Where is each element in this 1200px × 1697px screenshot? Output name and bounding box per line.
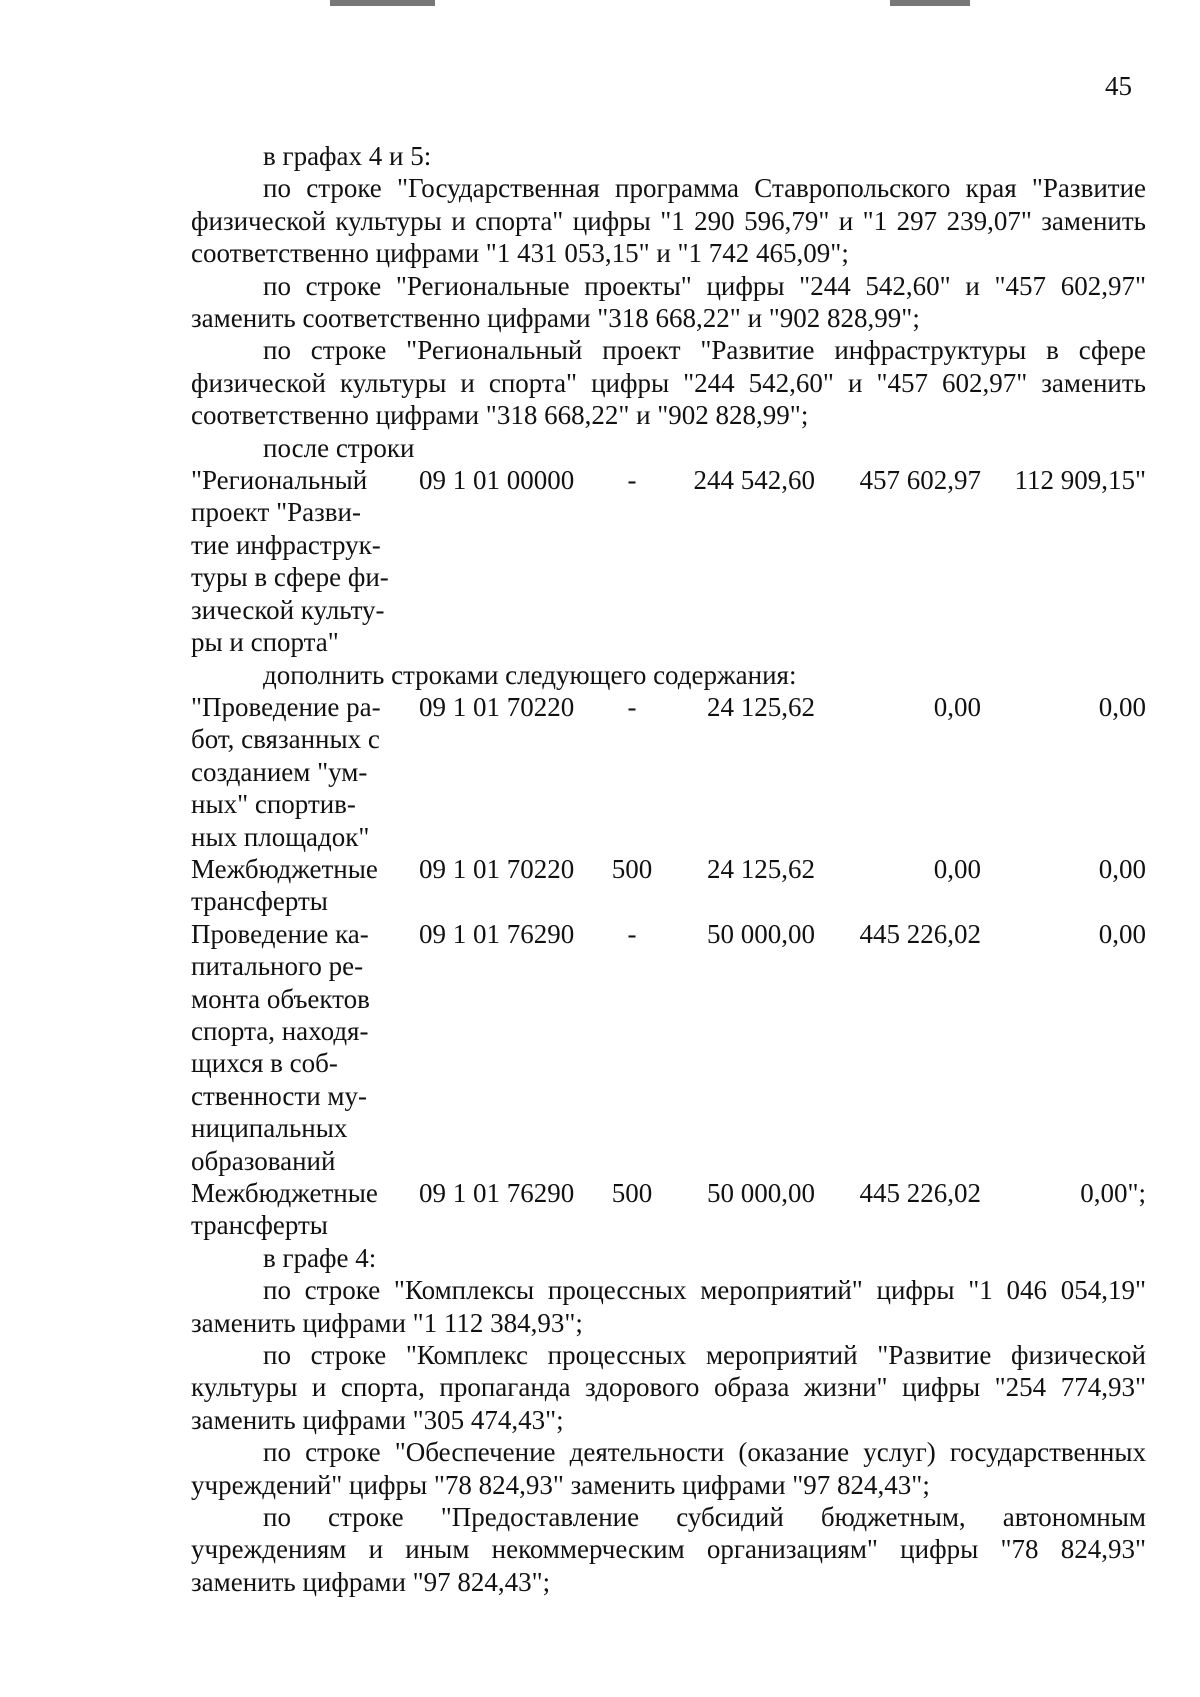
graph4-heading: в графе 4: (263, 1242, 377, 1273)
paragraph: по строке "Комплекс процессных мероприятий "Развитие физической культуры и спорта, пропаганда здорового образа жизни" цифры "254 774,93" заменить цифрами "305 474,43"; (191, 1340, 1146, 1435)
row-value-3: 0,00"; (1080, 1178, 1146, 1208)
paragraph: по строке "Предоставление субсидий бюджетным, автономным учреждениям и иным некоммерческим организациям" цифры "78 824,93" заменить цифрами "97 824,43"; (191, 1502, 1146, 1597)
row-name: Межбюджетные трансферты (191, 853, 378, 917)
row-code: 09 1 01 70220 (419, 853, 575, 884)
row-code: 09 1 01 00000 (419, 465, 575, 496)
table-row (191, 853, 1146, 918)
row-code: 09 1 01 76290 (419, 1178, 575, 1208)
row-name: "Проведение ра- бот, связанных с созданием "ум- ных" спортив- ных площадок" (191, 691, 381, 852)
page-number: 45 (1105, 71, 1132, 101)
row-value-1: 24 125,62 (707, 691, 815, 722)
after-row-heading: после строки (263, 432, 415, 463)
paragraph: по строке "Государственная программа Ставропольского края "Развитие физической культуры и спорта" цифры "1 290 596,79" и "1 297 239,07" заменить соответственно цифрами "1 431 053,15" и "1 742 465,09"; (191, 173, 1146, 269)
row-value-3: 112 909,15" (1014, 465, 1146, 496)
table-row (191, 1177, 1146, 1242)
paragraph: по строке "Региональный проект "Развитие инфраструктуры в сфере физической культуры и спорта" цифры "244 542,60" и "457 602,97" заменить соответственно цифрами "318 668,22" и "902 828,99"; (191, 335, 1146, 431)
row-name: Межбюджетные трансферты (191, 1178, 378, 1241)
table-row (191, 691, 1146, 853)
row-name: Проведение ка- питального ре- монта объектов спорта, находя- щихся в соб- ственности му- ниципальных образований (191, 918, 370, 1176)
row-value-2: 0,00 (933, 691, 981, 722)
paragraph: по строке "Комплексы процессных мероприятий" цифры "1 046 054,19" заменить цифрами "1 112 384,93"; (191, 1275, 1146, 1338)
scan-smudge (890, 0, 970, 6)
row-value-3: 0,00 (1098, 918, 1146, 949)
paragraph: по строке "Региональные проекты" цифры "244 542,60" и "457 602,97" заменить соответственно цифрами "318 668,22" и "902 828,99"; (191, 270, 1146, 334)
intro-heading: в графах 4 и 5: (263, 141, 432, 171)
row-value-3: 0,00 (1098, 853, 1146, 884)
table-row (191, 464, 1146, 658)
row-expense-type: 500 (611, 853, 653, 884)
row-code: 09 1 01 76290 (419, 918, 575, 949)
row-expense-type: - (627, 465, 637, 496)
row-value-2: 0,00 (933, 853, 981, 884)
row-value-1: 24 125,62 (707, 853, 815, 884)
supplement-heading: дополнить строками следующего содержания: (263, 659, 797, 690)
row-name: "Региональный проект "Разви- тие инфраструк- туры в сфере фи- зической культу- ры и спорта" (191, 465, 389, 658)
paragraph: по строке "Обеспечение деятельности (оказание услуг) государственных учреждений" цифры "78 824,93" заменить цифрами "97 824,43"; (191, 1437, 1146, 1500)
table-row (191, 918, 1146, 1177)
row-value-3: 0,00 (1098, 691, 1146, 722)
row-expense-type: 500 (611, 1178, 653, 1208)
row-value-1: 50 000,00 (707, 1178, 815, 1208)
row-value-2: 457 602,97 (859, 465, 981, 496)
row-value-2: 445 226,02 (859, 1178, 981, 1208)
document-body (191, 140, 1146, 1598)
scan-smudge (330, 0, 435, 6)
row-value-1: 244 542,60 (693, 465, 815, 496)
row-expense-type: - (627, 691, 637, 722)
row-expense-type: - (627, 918, 637, 949)
row-value-2: 445 226,02 (859, 918, 981, 949)
row-code: 09 1 01 70220 (419, 691, 575, 722)
row-value-1: 50 000,00 (707, 918, 815, 949)
